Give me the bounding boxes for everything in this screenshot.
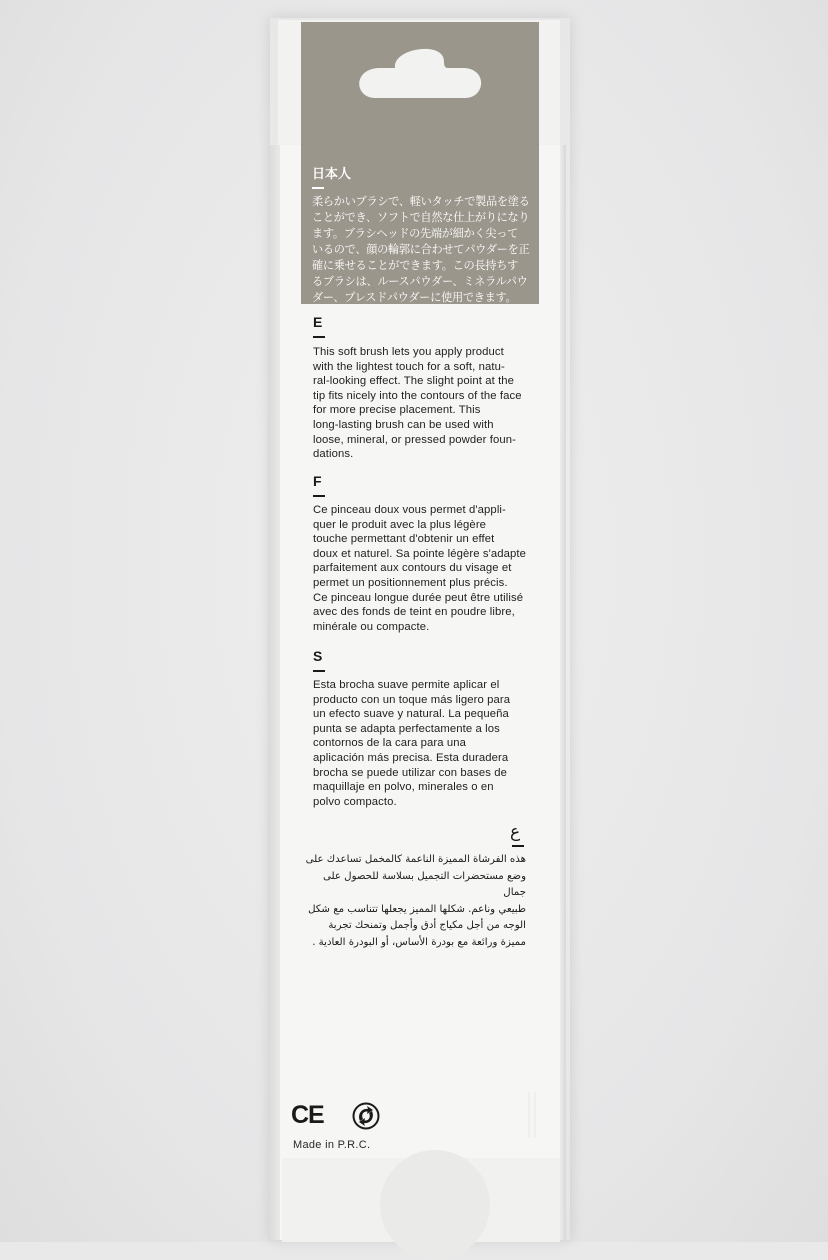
english-line: long-lasting brush can be used with — [313, 418, 494, 431]
arabic-line: الوجه من أجل مكياج أدق وأجمل وتمنحك تجربة — [328, 920, 526, 931]
japanese-heading-rule — [312, 187, 324, 189]
french-line: avec des fonds de teint en poudre libre, — [313, 606, 515, 619]
glue-strip — [528, 1092, 536, 1138]
japanese-line: ダー、プレスドパウダーに使用できます。 — [312, 291, 517, 304]
english-line: dations. — [313, 448, 354, 461]
spanish-line: Esta brocha suave permite aplicar el — [313, 679, 500, 691]
spanish-line: brocha se puede utilizar con bases de — [313, 766, 507, 779]
english-line: tip fits nicely into the contours of the face — [313, 389, 522, 402]
green-dot-recycle-icon — [352, 1102, 380, 1130]
french-description — [313, 503, 528, 634]
arabic-line: مميزة ورائعة مع بودرة الأساس، أو البودرة العادية . — [312, 936, 526, 948]
english-heading: E — [313, 314, 323, 330]
arabic-line: وضع مستحضرات التجميل بسلاسة للحصول على جمال — [322, 870, 526, 898]
japanese-line: ます。ブラシヘッドの先端が細かく尖って — [312, 227, 518, 240]
spanish-description — [313, 678, 528, 809]
english-description — [313, 345, 528, 462]
french-line: doux et naturel. Sa pointe légère s'adapte — [313, 547, 526, 560]
bottom-flap-cutout — [380, 1150, 490, 1260]
spanish-line: aplicación más precisa. Esta duradera — [313, 751, 509, 764]
french-line: minérale ou compacte. — [313, 620, 430, 633]
english-line: This soft brush lets you apply product — [313, 346, 504, 358]
spanish-line: un efecto suave y natural. La pequeña — [313, 708, 509, 721]
spanish-heading: S — [313, 648, 323, 664]
french-heading-rule — [313, 495, 325, 497]
arabic-line: هذه الفرشاة المميزة الناعمة كالمخمل تساعدك على — [305, 854, 526, 865]
japanese-line: るブラシは、ルースパウダー、ミネラルパウ — [312, 275, 528, 288]
made-in-label: Made in P.R.C. — [293, 1139, 371, 1151]
french-line: permet un positionnement plus précis. — [313, 576, 508, 589]
japanese-line: 確に乗せることができます。この長持ちす — [312, 259, 518, 272]
english-line: ral-looking effect. The slight point at the — [313, 375, 515, 388]
french-line: quer le produit avec la plus légère — [313, 518, 487, 531]
english-heading-rule — [313, 336, 325, 338]
french-line: Ce pinceau longue durée peut être utilisé — [313, 591, 524, 604]
arabic-heading: ع — [510, 822, 521, 842]
japanese-line: ことができ、ソフトで自然な仕上がりになり — [312, 211, 530, 224]
english-line: loose, mineral, or pressed powder foun- — [313, 433, 516, 446]
arabic-description — [300, 852, 526, 951]
spanish-line: contornos de la cara para una — [313, 737, 466, 750]
arabic-line: طبيعي وناعم. شكلها المميز يجعلها تتناسب مع شكل — [308, 903, 526, 915]
box-right-side — [560, 145, 566, 1240]
spanish-line: producto con un toque más ligero para — [313, 693, 511, 706]
japanese-line: いるので、顔の輪郭に合わせてパウダーを正 — [312, 243, 530, 256]
spanish-heading-rule — [313, 670, 325, 672]
english-line: for more precise placement. This — [313, 404, 481, 417]
spanish-line: punta se adapta perfectamente a los — [313, 722, 500, 735]
french-line: parfaitement aux contours du visage et — [313, 562, 512, 575]
french-heading: F — [313, 473, 322, 489]
spanish-line: polvo compacto. — [313, 795, 397, 808]
french-line: Ce pinceau doux vous permet d'appli- — [313, 504, 506, 516]
japanese-line: 柔らかいブラシで、軽いタッチで製品を塗る — [312, 195, 530, 208]
hang-hole-icon — [0, 0, 828, 160]
ce-mark-icon: CE — [291, 1101, 324, 1129]
french-line: touche permettant d'obtenir un effet — [313, 533, 495, 546]
spanish-line: maquillaje en polvo, minerales o en — [313, 781, 494, 794]
japanese-heading: 日本人 — [312, 167, 352, 182]
arabic-heading-rule — [512, 845, 524, 847]
japanese-description — [312, 194, 532, 306]
english-line: with the lightest touch for a soft, natu- — [313, 360, 505, 373]
